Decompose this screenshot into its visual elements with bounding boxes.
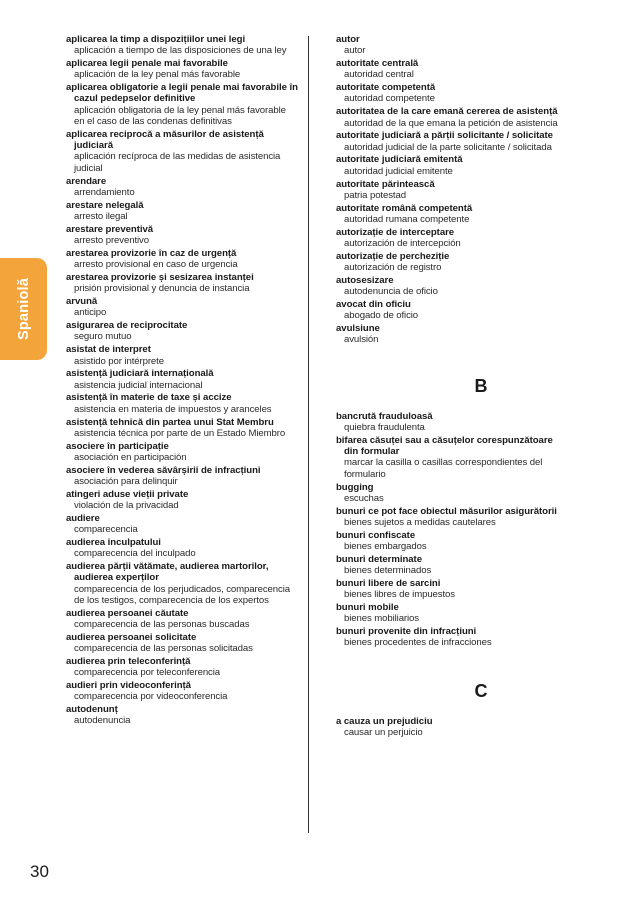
- glossary-translation: autodenuncia de oficio: [344, 286, 438, 298]
- glossary-term: bifarea căsuței sau a căsuțelor corespunzătoare din formular: [336, 434, 553, 458]
- glossary-term: asigurarea de reciprocitate: [66, 320, 188, 332]
- entries-c-section: [336, 716, 566, 739]
- glossary-term: bunuri libere de sarcini: [336, 577, 441, 589]
- glossary-translation: escuchas: [344, 492, 384, 504]
- glossary-translation: bienes determinados: [344, 565, 432, 577]
- glossary-entry: [66, 561, 298, 606]
- glossary-term: avulsiune: [336, 323, 380, 335]
- glossary-entry: [66, 248, 298, 271]
- glossary-translation: bienes procedentes de infracciones: [344, 637, 492, 649]
- glossary-term: autorizație de percheziție: [336, 250, 450, 262]
- glossary-translation: asistencia en materia de impuestos y aranceles: [74, 403, 272, 415]
- glossary-entry: [336, 203, 566, 226]
- glossary-translation: anticipo: [74, 307, 107, 319]
- glossary-translation: comparecencia de las personas buscadas: [74, 619, 250, 631]
- glossary-entry: [336, 530, 566, 553]
- glossary-translation: abogado de oficio: [344, 310, 419, 322]
- glossary-entry: [336, 554, 566, 577]
- glossary-term: asociere în vederea săvârșirii de infracțiuni: [66, 464, 261, 476]
- glossary-term: bunuri determinate: [336, 553, 422, 565]
- glossary-translation: patria potestad: [344, 189, 406, 201]
- glossary-entry: [66, 296, 298, 319]
- glossary-term: arestarea provizorie în caz de urgență: [66, 247, 237, 259]
- glossary-translation: arresto preventivo: [74, 235, 149, 247]
- glossary-entry: [336, 578, 566, 601]
- glossary-term: audierea inculpatului: [66, 536, 161, 548]
- glossary-entry: [66, 632, 298, 655]
- glossary-entry: [66, 680, 298, 703]
- glossary-term: aplicarea la timp a dispozițiilor unei legi: [66, 34, 246, 45]
- glossary-entry: [66, 34, 298, 57]
- glossary-entry: [336, 506, 566, 529]
- glossary-translation: prisión provisional y denuncia de instancia: [74, 283, 250, 295]
- glossary-translation: bienes sujetos a medidas cautelares: [344, 516, 496, 528]
- glossary-translation: comparecencia por teleconferencia: [74, 667, 221, 679]
- glossary-entry: [336, 411, 566, 434]
- glossary-entry: [336, 34, 566, 57]
- letter-heading-b: B: [474, 375, 488, 396]
- glossary-translation: aplicación de la ley penal más favorable: [74, 69, 241, 81]
- glossary-term: bunuri provenite din infracțiuni: [336, 626, 477, 638]
- glossary-term: bunuri mobile: [336, 601, 399, 613]
- glossary-translation: avulsión: [344, 334, 379, 346]
- glossary-term: autoritate judiciară emitentă: [336, 154, 463, 166]
- glossary-term: arestarea provizorie și sesizarea instanței: [66, 271, 254, 283]
- glossary-translation: asistencia técnica por parte de un Estado Miembro: [74, 427, 286, 439]
- glossary-term: autoritate română competentă: [336, 202, 473, 214]
- glossary-term: arestare preventivă: [66, 223, 154, 235]
- glossary-term: asistență judiciară internațională: [66, 368, 214, 380]
- glossary-term: autoritate centrală: [336, 58, 419, 70]
- letter-heading-c: C: [474, 680, 488, 701]
- glossary-translation: aplicación obligatoria de la ley penal más favorable en el caso de las condenas definitivas: [74, 104, 286, 128]
- glossary-term: audierea persoanei căutate: [66, 607, 189, 619]
- glossary-translation: arrendamiento: [74, 186, 135, 198]
- glossary-entry: [66, 704, 298, 727]
- glossary-translation: marcar la casilla o casillas correspondientes del formulario: [344, 457, 543, 480]
- glossary-entry: [66, 417, 298, 440]
- glossary-entry: [66, 176, 298, 199]
- glossary-term: audiere: [66, 512, 100, 524]
- glossary-entry: [66, 489, 298, 512]
- glossary-term: aplicarea legii penale mai favorabile: [66, 58, 228, 70]
- glossary-term: audierea persoanei solicitate: [66, 631, 197, 643]
- glossary-entry: [336, 482, 566, 505]
- glossary-translation: comparecencia por videoconferencia: [74, 691, 228, 703]
- glossary-term: arendare: [66, 175, 107, 187]
- glossary-entry: [336, 275, 566, 298]
- glossary-term: autoritate părintească: [336, 178, 435, 190]
- glossary-term: audierea prin teleconferință: [66, 655, 191, 667]
- glossary-term: autodenunț: [66, 704, 118, 716]
- glossary-translation: asociación para delinquir: [74, 475, 178, 487]
- glossary-term: bunuri ce pot face obiectul măsurilor asigurătorii: [336, 505, 557, 517]
- glossary-term: audieri prin videoconferință: [66, 680, 191, 692]
- section-tab-spanish: [0, 258, 47, 360]
- right-column: [336, 34, 566, 740]
- glossary-entry: [66, 82, 298, 127]
- glossary-term: autoritate judiciară a părții solicitante / solicitate: [336, 130, 553, 142]
- glossary-translation: bienes libres de impuestos: [344, 589, 455, 601]
- glossary-entry: [336, 435, 566, 480]
- glossary-translation: aplicación a tiempo de las disposiciones de una ley: [74, 45, 287, 57]
- column-divider: [308, 36, 309, 833]
- section-tab-label: Spaniolă: [15, 277, 32, 341]
- glossary-entry: [66, 513, 298, 536]
- left-column: [66, 34, 298, 728]
- glossary-term: asociere în participație: [66, 440, 169, 452]
- glossary-entry: [66, 224, 298, 247]
- glossary-term: aplicarea reciprocă a măsurilor de asistență judiciară: [66, 128, 264, 152]
- glossary-translation: arresto ilegal: [74, 210, 128, 222]
- glossary-entry: [336, 130, 566, 153]
- glossary-translation: bienes mobiliarios: [344, 613, 419, 625]
- glossary-term: arestare nelegală: [66, 199, 144, 211]
- glossary-term: atingeri aduse vieții private: [66, 488, 189, 500]
- glossary-translation: comparecencia de los perjudicados, comparecencia de los testigos, comparecencia de los expertos: [74, 583, 290, 606]
- glossary-entry: [336, 154, 566, 177]
- glossary-entry: [336, 716, 566, 739]
- glossary-entry: [66, 441, 298, 464]
- glossary-translation: comparecencia: [74, 524, 138, 536]
- glossary-term: asistență tehnică din partea unui Stat Membru: [66, 416, 274, 428]
- glossary-term: a cauza un prejudiciu: [336, 715, 433, 727]
- glossary-entry: [66, 608, 298, 631]
- glossary-entry: [66, 320, 298, 343]
- entries-a-section: [336, 34, 566, 346]
- glossary-entry: [336, 251, 566, 274]
- glossary-entry: [336, 602, 566, 625]
- glossary-entry: [336, 82, 566, 105]
- glossary-translation: seguro mutuo: [74, 331, 132, 343]
- glossary-translation: asociación en participación: [74, 451, 187, 463]
- glossary-entry: [336, 106, 566, 129]
- glossary-translation: quiebra fraudulenta: [344, 422, 425, 434]
- glossary-entry: [66, 200, 298, 223]
- glossary-translation: autoridad judicial de la parte solicitante / solicitada: [344, 141, 552, 153]
- glossary-term: bancrută frauduloasă: [336, 410, 433, 422]
- glossary-translation: causar un perjuicio: [344, 726, 423, 738]
- page-number: 30: [30, 862, 49, 881]
- glossary-entry: [66, 465, 298, 488]
- glossary-entry: [66, 368, 298, 391]
- glossary-entry: [66, 392, 298, 415]
- glossary-translation: bienes embargados: [344, 540, 427, 552]
- glossary-translation: violación de la privacidad: [74, 500, 179, 512]
- glossary-term: arvună: [66, 296, 98, 308]
- glossary-translation: autoridad competente: [344, 93, 435, 105]
- glossary-entry: [66, 272, 298, 295]
- glossary-translation: autoridad de la que emana la petición de asistencia: [344, 117, 558, 129]
- glossary-term: autoritate competentă: [336, 82, 436, 94]
- glossary-term: asistență în materie de taxe și accize: [66, 392, 232, 404]
- glossary-translation: asistido por intérprete: [74, 355, 164, 367]
- glossary-term: avocat din oficiu: [336, 299, 411, 311]
- glossary-entry: [336, 626, 566, 649]
- glossary-translation: aplicación recíproca de las medidas de asistencia judicial: [74, 151, 281, 174]
- glossary-translation: comparecencia del inculpado: [74, 548, 196, 560]
- glossary-translation: asistencia judicial internacional: [74, 379, 203, 391]
- glossary-entry: [336, 227, 566, 250]
- glossary-term: audierea părții vătămate, audierea martorilor, audierea experților: [66, 561, 269, 584]
- glossary-entry: [336, 323, 566, 346]
- glossary-translation: autorización de intercepción: [344, 238, 461, 250]
- glossary-entry: [66, 656, 298, 679]
- glossary-entry: [66, 129, 298, 174]
- glossary-translation: comparecencia de las personas solicitadas: [74, 643, 253, 655]
- glossary-entry: [66, 58, 298, 81]
- glossary-term: autor: [336, 34, 360, 45]
- glossary-translation: autor: [344, 45, 366, 57]
- glossary-entry: [66, 344, 298, 367]
- glossary-translation: autodenuncia: [74, 715, 131, 727]
- glossary-entry: [336, 299, 566, 322]
- glossary-term: bugging: [336, 481, 374, 493]
- entries-b-section: [336, 411, 566, 649]
- glossary-translation: autoridad judicial emitente: [344, 165, 453, 177]
- glossary-term: autosesizare: [336, 274, 394, 286]
- glossary-term: aplicarea obligatorie a legii penale mai favorabile în cazul pedepselor definitive: [66, 82, 298, 105]
- glossary-translation: arresto provisional en caso de urgencia: [74, 259, 238, 271]
- glossary-entry: [336, 58, 566, 81]
- glossary-entry: [66, 537, 298, 560]
- glossary-translation: autoridad central: [344, 69, 414, 81]
- glossary-term: autoritatea de la care emană cererea de asistență: [336, 106, 558, 118]
- glossary-translation: autorización de registro: [344, 262, 442, 274]
- glossary-entry: [336, 179, 566, 202]
- glossary-term: asistat de interpret: [66, 344, 151, 356]
- glossary-term: bunuri confiscate: [336, 529, 416, 541]
- glossary-term: autorizație de interceptare: [336, 226, 455, 238]
- glossary-translation: autoridad rumana competente: [344, 213, 470, 225]
